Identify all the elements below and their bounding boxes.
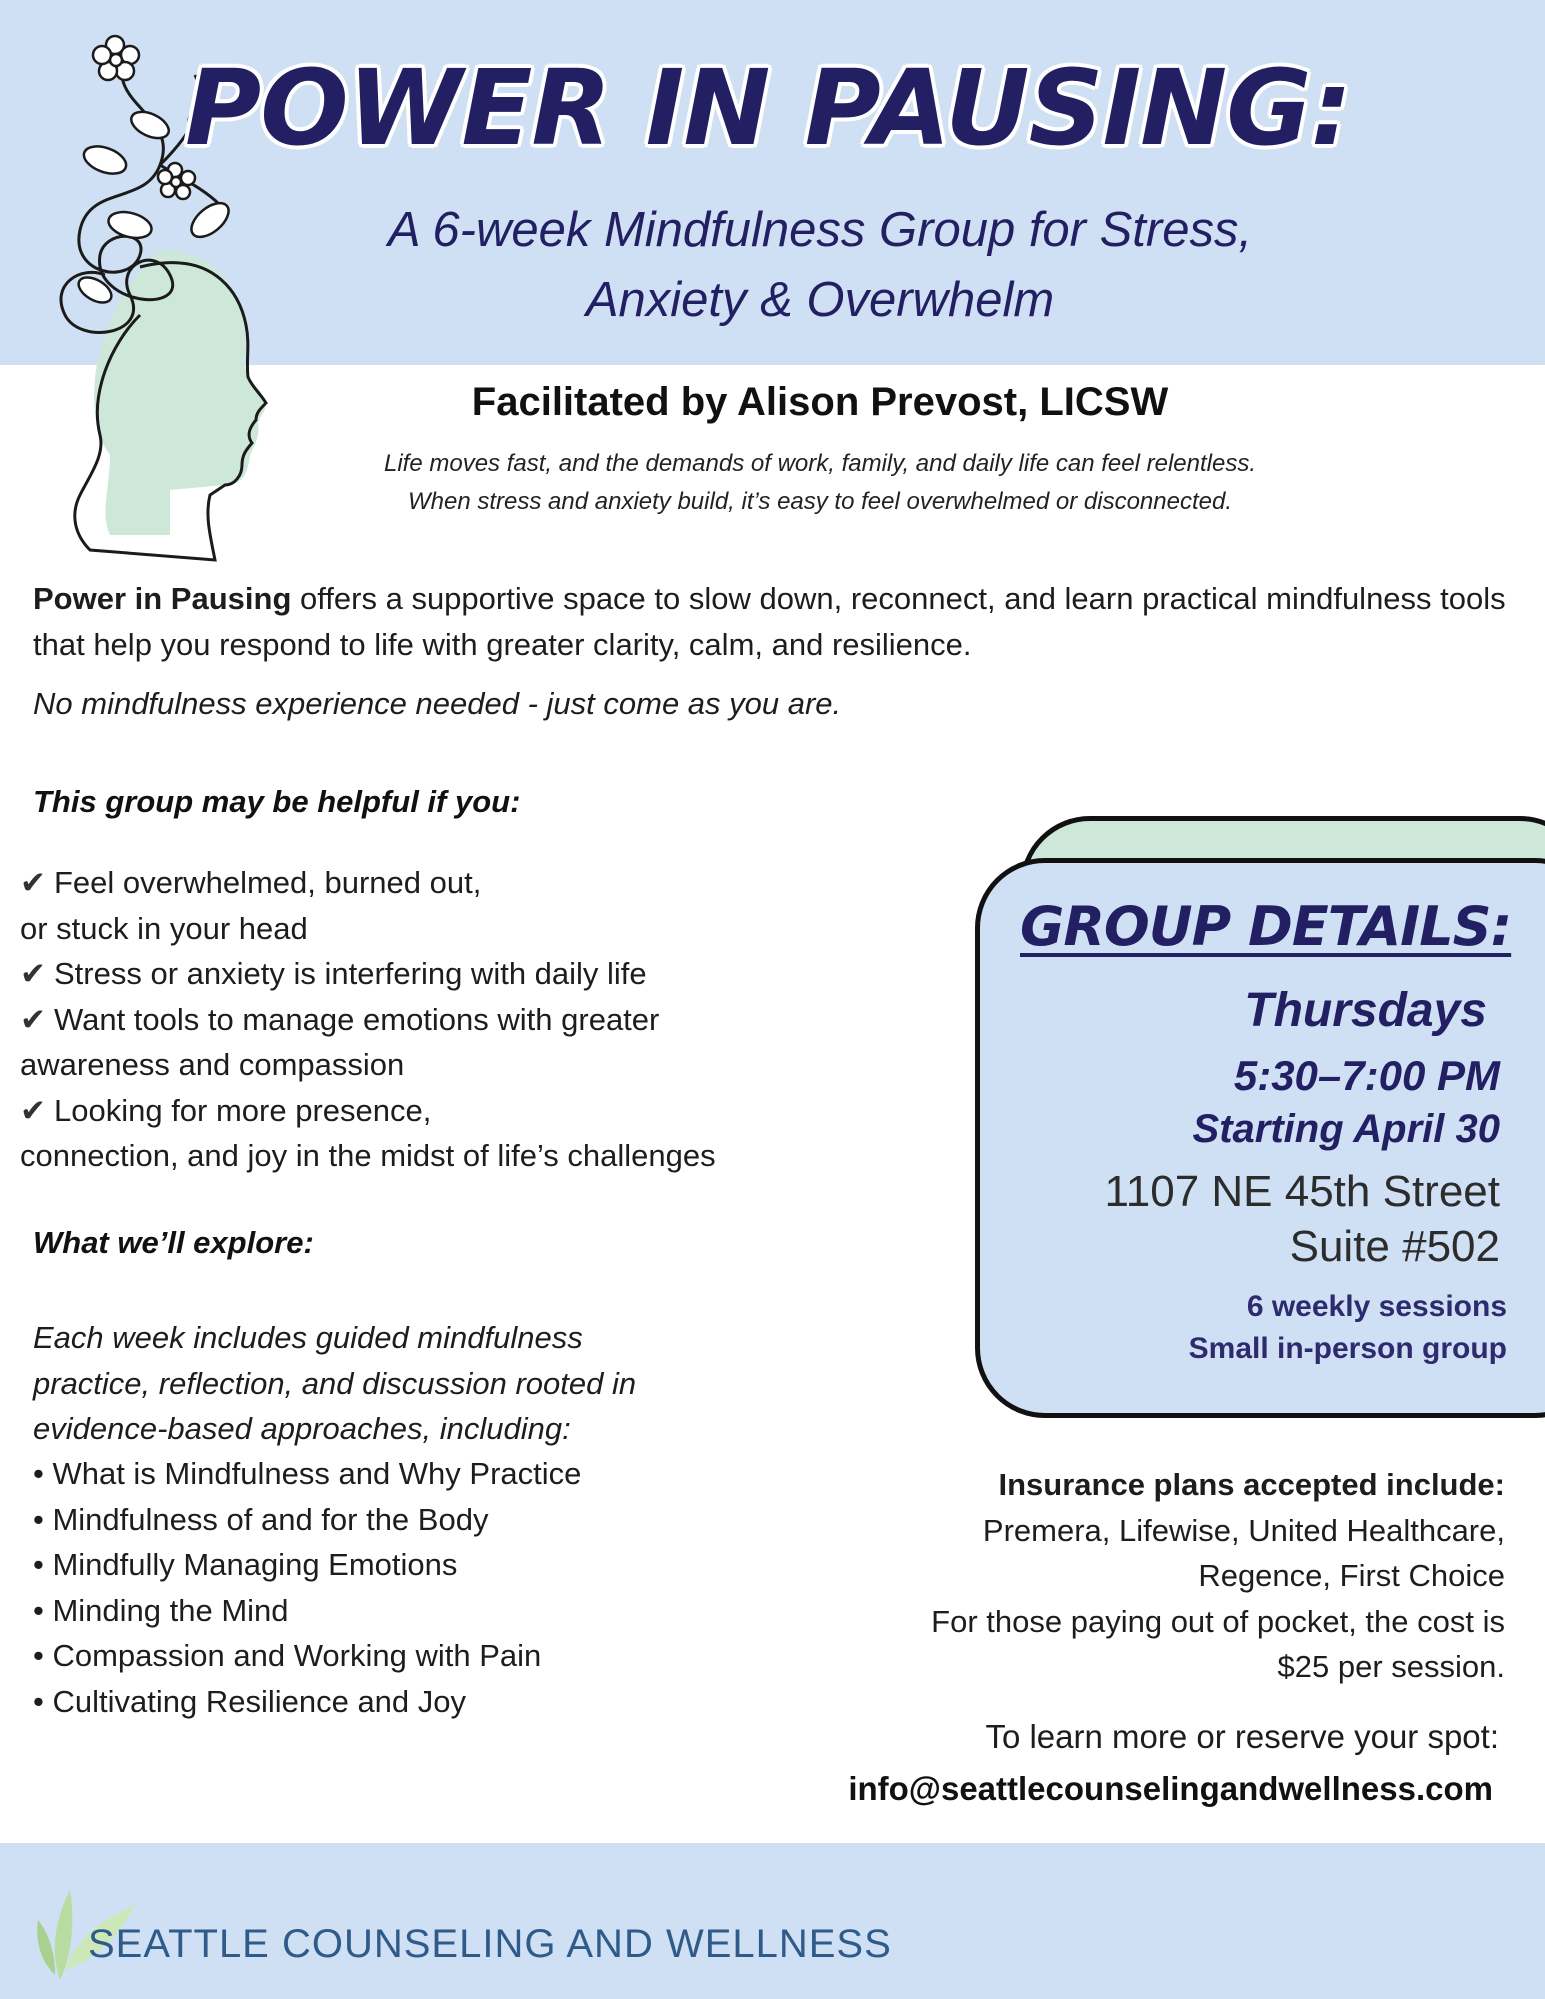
intro-line-2: When stress and anxiety build, it’s easy to feel overwhelmed or disconnected.: [408, 488, 1232, 515]
offer-program-name: Power in Pausing: [33, 581, 292, 616]
explore-intro: [33, 1315, 753, 1452]
details-sessions: 6 weekly sessions: [1246, 1290, 1507, 1323]
insurance-line-3: For those paying out of pocket, the cost is: [931, 1603, 1505, 1639]
insurance-line-2: Regence, First Choice: [1198, 1558, 1505, 1593]
facilitator-line: Facilitated by Alison Prevost, LICSW: [471, 380, 1169, 424]
details-address-line-1: 1107 NE 45th Street: [1104, 1167, 1500, 1216]
check-icon: ✔: [20, 1001, 46, 1037]
details-address-line-2: Suite #502: [1289, 1222, 1500, 1271]
organization-name: SEATTLE COUNSELING AND WELLNESS: [88, 1922, 892, 1966]
page-subtitle: [300, 195, 1340, 335]
no-experience-note: No mindfulness experience needed - just come as you are.: [33, 686, 842, 721]
topics-list: [33, 1451, 753, 1724]
topic-item: • Minding the Mind: [33, 1592, 289, 1628]
helpful-item: [20, 997, 880, 1043]
details-group-size: Small in-person group: [1188, 1332, 1507, 1365]
details-time: 5:30–7:00 PM: [1233, 1052, 1500, 1099]
insurance-line-1: Premera, Lifewise, United Healthcare,: [982, 1512, 1505, 1548]
explore-intro-line-3: evidence-based approaches, including:: [33, 1411, 571, 1446]
check-icon: ✔: [20, 956, 46, 991]
explore-intro-line-1: Each week includes guided mindfulness: [33, 1320, 583, 1355]
helpful-item-continuation: or stuck in your head: [20, 910, 308, 946]
offer-paragraph: [33, 576, 1523, 668]
helpful-item-text: Want tools to manage emotions with greater: [53, 1001, 660, 1037]
explore-intro-line-2: practice, reflection, and discussion rooted in: [33, 1365, 637, 1401]
offer-description: offers a supportive space to slow down, reconnect, and learn practical mindfulness tools that help you respond to life with greater clarity, calm, and resilience.: [33, 581, 1506, 662]
intro-text: [300, 445, 1340, 521]
footer-band: [0, 1843, 1545, 1999]
subtitle-line-1: A 6-week Mindfulness Group for Stress,: [387, 203, 1253, 257]
helpful-item-continuation: connection, and joy in the midst of life’s challenges: [20, 1138, 716, 1173]
helpful-item-continuation: awareness and compassion: [20, 1047, 405, 1082]
topic-item: • Mindfully Managing Emotions: [33, 1547, 458, 1582]
topic-item: • Cultivating Resilience and Joy: [33, 1683, 467, 1719]
helpful-item-text: Looking for more presence,: [53, 1092, 432, 1128]
insurance-block: [705, 1462, 1505, 1690]
contact-prompt: To learn more or reserve your spot:: [985, 1718, 1499, 1755]
topic-item: • Compassion and Working with Pain: [33, 1638, 542, 1673]
contact-email-link[interactable]: info@seattlecounselingandwellness.com: [848, 1770, 1493, 1807]
insurance-line-4: $25 per session.: [1277, 1649, 1505, 1684]
helpful-item-text: Stress or anxiety is interfering with daily life: [53, 956, 647, 991]
helpful-item: [20, 860, 880, 906]
page-title: POWER IN PAUSING:: [185, 47, 1352, 169]
explore-heading: What we’ll explore:: [33, 1225, 314, 1260]
intro-line-1: Life moves fast, and the demands of work, family, and daily life can feel relentless.: [384, 450, 1256, 477]
helpful-item: [20, 1088, 880, 1134]
helpful-item-text: Feel overwhelmed, burned out,: [53, 865, 482, 900]
check-icon: ✔: [20, 865, 46, 900]
details-start-date: Starting April 30: [1192, 1107, 1500, 1151]
check-icon: ✔: [20, 1092, 46, 1128]
helpful-list: [20, 860, 880, 1179]
helpful-item: [20, 951, 880, 997]
helpful-heading: This group may be helpful if you:: [33, 784, 521, 819]
insurance-heading: Insurance plans accepted include:: [998, 1467, 1505, 1502]
details-title: GROUP DETAILS:: [1020, 895, 1512, 958]
topic-item: • What is Mindfulness and Why Practice: [33, 1456, 582, 1491]
topic-item: • Mindfulness of and for the Body: [33, 1501, 489, 1537]
details-day: Thursdays: [1244, 984, 1487, 1037]
subtitle-line-2: Anxiety & Overwhelm: [585, 273, 1055, 327]
